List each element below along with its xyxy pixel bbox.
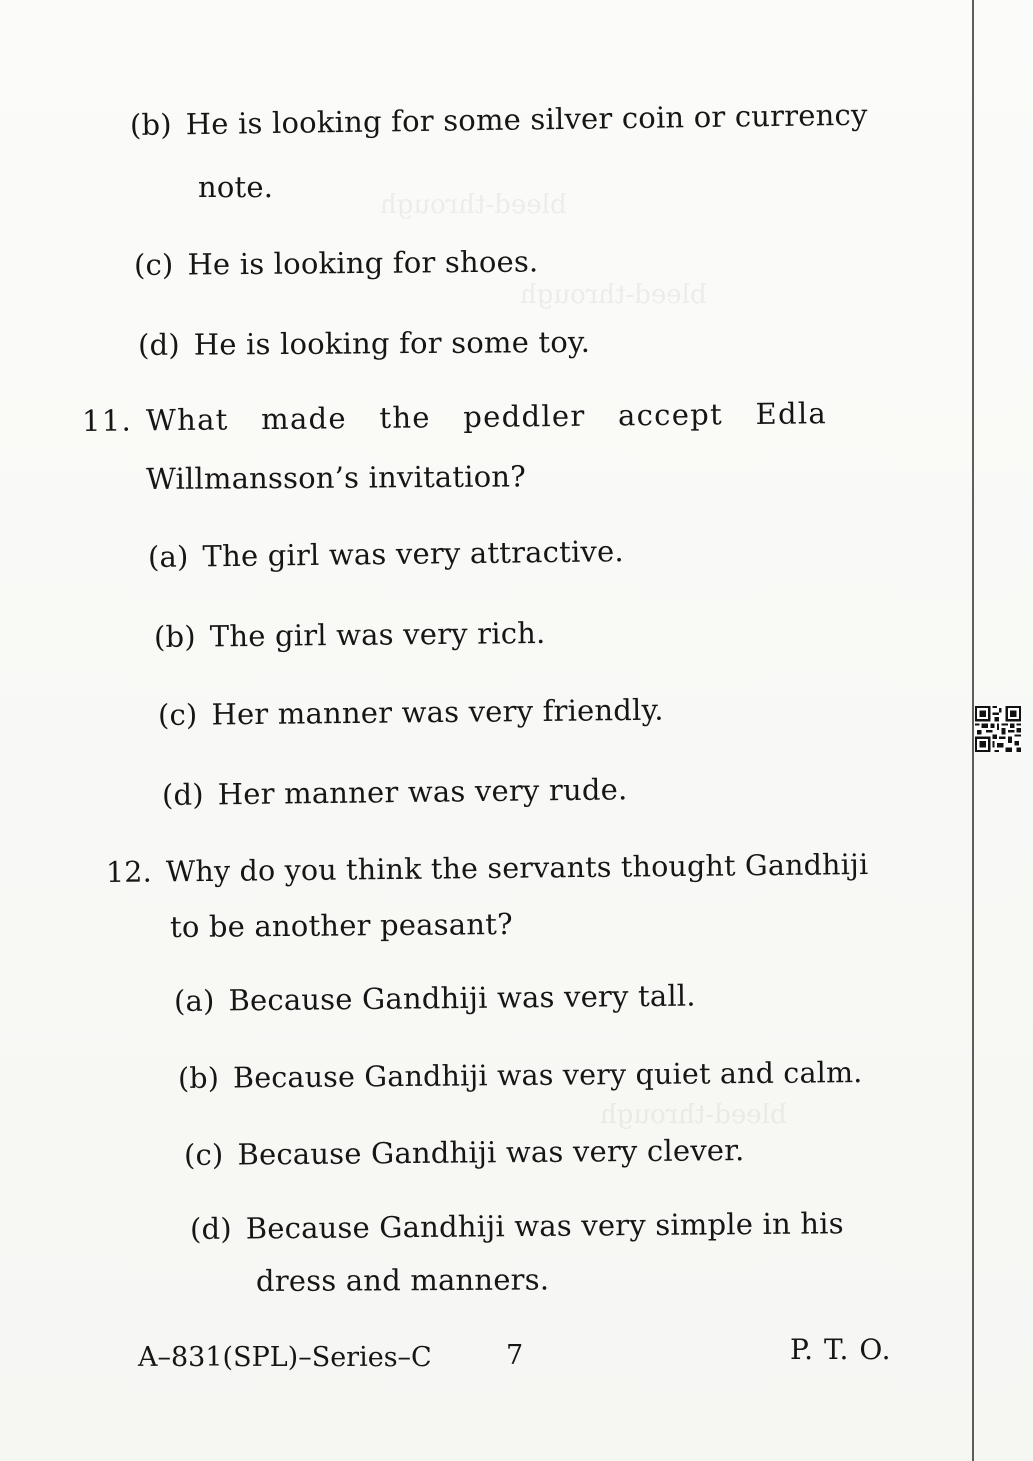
- option-text: He is looking for shoes.: [187, 244, 539, 282]
- q12-option-b: [178, 1056, 863, 1096]
- option-label: (c): [157, 697, 198, 732]
- option-text: Her manner was very rude.: [217, 772, 628, 812]
- q10-option-b-line2: note.: [198, 170, 274, 204]
- please-turn-over: P. T. O.: [790, 1333, 892, 1366]
- q11-option-c: [158, 693, 664, 732]
- q12-question-line2: to be another peasant?: [169, 907, 513, 944]
- q10-option-b-line1: [130, 98, 868, 142]
- question-text: What made the peddler accept Edla: [145, 396, 828, 438]
- option-label: (b): [129, 107, 173, 142]
- paper-code: A–831(SPL)–Series–C: [138, 1342, 432, 1373]
- bleed-through-text: bleed-through: [520, 280, 707, 310]
- question-text: Why do you think the servants thought Gandhiji: [165, 848, 869, 889]
- option-text: Because Gandhiji was very tall.: [228, 978, 696, 1018]
- q10-option-c: [134, 244, 539, 282]
- page-edge-line: [972, 0, 974, 1461]
- q11-question-line2: Willmansson’s invitation?: [145, 459, 527, 496]
- option-label: (d): [189, 1211, 232, 1246]
- option-text: Her manner was very friendly.: [211, 692, 664, 732]
- option-text: Because Gandhiji was very simple in his: [245, 1206, 844, 1246]
- q10-option-d: [138, 325, 590, 362]
- option-label: (c): [183, 1137, 224, 1172]
- q12-question-line1: [106, 848, 869, 890]
- bleed-through-text: bleed-through: [600, 1100, 787, 1130]
- option-text: Because Gandhiji was very clever.: [237, 1133, 745, 1172]
- option-label: (d): [137, 327, 180, 362]
- q11-option-a: [148, 534, 624, 574]
- option-text: He is looking for some toy.: [193, 324, 591, 362]
- option-text: The girl was very attractive.: [202, 534, 625, 574]
- option-text: Because Gandhiji was very quiet and calm.: [232, 1056, 863, 1095]
- page-number: 7: [506, 1340, 524, 1371]
- option-label: (a): [147, 539, 189, 574]
- q12-option-d-line1: [190, 1206, 844, 1246]
- q11-question-line1: [82, 396, 827, 438]
- qr-code-icon: [975, 706, 1021, 752]
- option-label: (b): [153, 619, 196, 654]
- q12-option-d-line2: dress and manners.: [255, 1262, 550, 1298]
- q12-option-a: [174, 979, 696, 1018]
- option-text: He is looking for some silver coin or currency: [185, 97, 868, 142]
- option-label: (a): [173, 983, 215, 1018]
- q11-option-d: [162, 772, 628, 812]
- question-number: 12.: [105, 855, 153, 889]
- q12-option-c: [184, 1133, 745, 1172]
- option-label: (b): [177, 1061, 220, 1095]
- q11-option-b: [154, 616, 546, 654]
- bleed-through-text: bleed-through: [380, 190, 567, 220]
- option-label: (c): [133, 247, 174, 282]
- option-label: (d): [161, 777, 205, 812]
- question-number: 11.: [81, 403, 133, 438]
- option-text: The girl was very rich.: [209, 615, 546, 654]
